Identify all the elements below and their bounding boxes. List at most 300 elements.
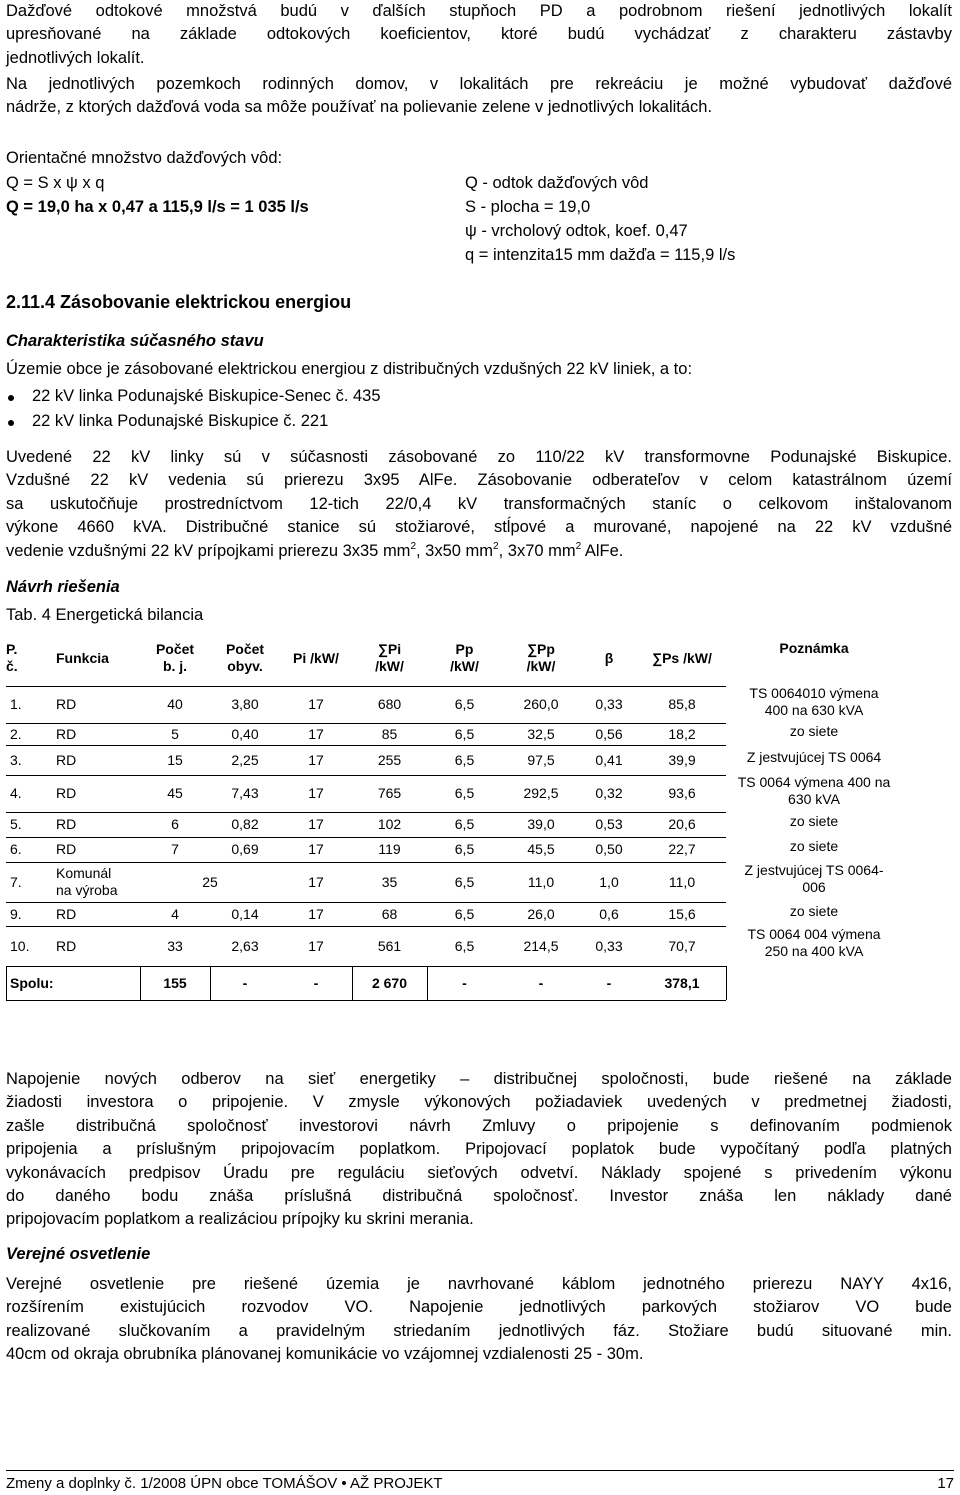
table-cell	[56, 906, 144, 923]
cell-text: 70,7	[668, 937, 696, 954]
cell-text: 2.	[10, 725, 22, 742]
cell-text: 68	[381, 905, 398, 922]
cell-text: 6,5	[454, 751, 475, 768]
table-cell	[280, 726, 352, 743]
table-cell	[580, 785, 638, 802]
text-fragment: , 3x70 mm	[498, 541, 576, 560]
table-rule	[6, 902, 726, 903]
table-cell	[638, 938, 726, 955]
superscript: 2	[410, 540, 416, 552]
cell-text: Počet	[155, 641, 195, 657]
bullet-icon	[8, 395, 14, 401]
cell-text: 6,5	[454, 696, 475, 712]
text-line: rozšírením existujúcich rozvodov VO. Napojenie jednotlivých parkových stožiarov VO bude	[6, 1298, 952, 1317]
cell-text: Pi /kW/	[293, 649, 339, 666]
table-cell	[210, 752, 280, 769]
cell-text: 2 670	[371, 974, 408, 991]
cell-text: /kW/	[375, 658, 404, 674]
paragraph-lighting	[6, 1273, 952, 1367]
cell-text: Z jestvujúcej TS 0064-	[744, 862, 884, 878]
cell-text: 39,0	[527, 816, 555, 832]
text-line: žiadosti investora o pripojenie. V zmysle výkonových požiadaviek uvedených v predmetnej žiadosti,	[6, 1093, 952, 1112]
text-line: zašle distribučná spoločnosť investorovi návrh Zmluvy o pripojenie s definovaním podmienok	[6, 1116, 952, 1135]
cell-text: 4	[171, 905, 179, 922]
cell-text: RD	[56, 785, 77, 801]
cell-text: 680	[377, 696, 402, 712]
table-cell	[502, 696, 580, 713]
table-cell	[140, 906, 210, 923]
table-cell	[10, 726, 56, 743]
cell-text: -	[313, 974, 319, 991]
cell-text: 006	[802, 879, 826, 895]
note-cell	[726, 813, 902, 830]
cell-text: Poznámka	[779, 639, 849, 656]
table-cell	[638, 874, 726, 891]
cell-text: 6,5	[454, 873, 475, 890]
cell-text: -	[538, 974, 544, 991]
table-cell	[502, 752, 580, 769]
table-cell	[502, 785, 580, 802]
cell-text: RD	[56, 937, 77, 954]
table-cell	[352, 816, 427, 833]
cell-text: ∑Pp	[527, 641, 555, 657]
cell-text: 17	[308, 873, 324, 890]
cell-text: 1,0	[599, 873, 619, 890]
paragraph-lines-description	[6, 446, 952, 563]
table-cell	[140, 785, 210, 802]
cell-text: 17	[308, 841, 324, 857]
table-cell	[580, 874, 638, 891]
table-cell	[580, 696, 638, 713]
cell-text: 0,40	[231, 725, 259, 742]
table-cell	[10, 816, 56, 833]
text-line: Vzdušné 22 kV vedenia sú prierezu 3x95 AlFe. Zásobovanie odberateľov v celom katastrálnom území	[6, 471, 952, 490]
text-line	[6, 540, 952, 563]
header-cell	[6, 641, 52, 675]
footer-rule	[6, 1470, 954, 1471]
table-cell	[427, 938, 502, 955]
header-cell	[427, 641, 502, 675]
cell-text: 35	[381, 873, 398, 890]
header-cell	[638, 650, 726, 667]
text-line: jednotlivých lokalít.	[6, 48, 145, 67]
cell-text: 6	[171, 816, 179, 832]
cell-text: na výroba	[56, 882, 118, 898]
cell-text: 6,5	[454, 937, 475, 954]
rain-legend-psi: ψ - vrcholový odtok, koef. 0,47	[465, 222, 688, 240]
table-cell	[638, 696, 726, 713]
text-line: Verejné osvetlenie pre riešené územia je navrhované káblom jednotného prierezu NAYY 4x16,	[6, 1275, 952, 1293]
table-rule	[140, 966, 141, 1000]
rain-calculation: Q = 19,0 ha x 0,47 a 115,9 l/s = 1 035 l/s	[6, 198, 309, 216]
table-cell	[580, 938, 638, 955]
cell-text: 15,6	[668, 905, 696, 922]
table-cell	[56, 841, 144, 858]
table-cell	[10, 785, 56, 802]
cell-text: 6,5	[454, 841, 475, 857]
table-cell	[140, 696, 210, 713]
table-cell	[56, 752, 144, 769]
table-cell	[352, 906, 427, 923]
table-cell	[352, 841, 427, 858]
table-cell	[56, 785, 144, 802]
table-rule	[6, 1000, 726, 1001]
table-rule	[427, 966, 428, 1000]
cell-text: 561	[377, 937, 402, 954]
cell-text: 0,33	[595, 696, 623, 712]
table-cell	[56, 938, 144, 955]
table-cell	[427, 696, 502, 713]
table-cell	[580, 726, 638, 743]
text-fragment: AlFe.	[581, 541, 624, 560]
text-line: Dažďové odtokové množstvá budú v ďalších stupňoch PD a podrobnom riešení jednotlivých lokalít	[6, 2, 952, 20]
table-cell	[210, 975, 280, 992]
paragraph-connection	[6, 1068, 952, 1232]
table-cell	[427, 874, 502, 891]
superscript: 2	[575, 540, 582, 552]
header-cell	[502, 641, 580, 675]
table-cell	[580, 906, 638, 923]
cell-text: 0,6	[599, 905, 619, 922]
cell-text: 6,5	[454, 905, 475, 922]
table-cell	[638, 785, 726, 802]
text-line: vykonávacích predpisov Úradu pre reguláciu sieťových odvetví. Náklady spojené s privedením výkonu	[6, 1163, 952, 1182]
cell-text: b. j.	[162, 658, 188, 674]
header-cell	[352, 641, 427, 675]
table-rule	[726, 966, 727, 1000]
cell-text: zo siete	[789, 722, 839, 739]
cell-text: 10.	[10, 937, 30, 954]
text-fragment: , 3x50 mm	[416, 541, 494, 560]
subheading-proposal: Návrh riešenia	[6, 578, 120, 596]
table-rule	[352, 966, 353, 1000]
table-cell	[352, 874, 427, 891]
table-cell	[140, 816, 210, 833]
header-cell	[726, 640, 902, 657]
cell-text: 97,5	[527, 751, 555, 768]
cell-text: zo siete	[789, 838, 839, 854]
intro-paragraph-2	[6, 73, 952, 120]
cell-text: 765	[377, 785, 402, 801]
cell-text: 1.	[10, 696, 22, 712]
note-cell	[726, 774, 902, 808]
cell-text: 9.	[10, 905, 22, 922]
table-cell	[280, 752, 352, 769]
table-cell	[10, 938, 56, 955]
table-cell	[638, 726, 726, 743]
cell-text: 378,1	[664, 974, 700, 991]
bullet-item: 22 kV linka Podunajské Biskupice č. 221	[32, 412, 329, 430]
cell-text: /kW/	[526, 658, 556, 674]
note-cell	[726, 926, 902, 960]
table-cell	[427, 785, 502, 802]
cell-text: 15	[167, 751, 183, 768]
cell-text: 119	[378, 841, 401, 857]
cell-text: 11,0	[527, 873, 555, 890]
table-cell	[427, 906, 502, 923]
cell-text: Spolu:	[10, 974, 54, 991]
text-line: pripojenia a príslušným pripojovacím poplatkom. Pripojovací poplatok bude vypočítaný podľa platných	[6, 1140, 952, 1159]
cell-text: 45	[167, 785, 183, 801]
table-cell	[210, 726, 280, 743]
table-cell	[210, 906, 280, 923]
footer-text: Zmeny a doplnky č. 1/2008 ÚPN obce TOMÁŠOV • AŽ PROJEKT	[6, 1475, 443, 1492]
table-cell	[502, 841, 580, 858]
table-cell	[140, 874, 280, 891]
table-cell	[210, 816, 280, 833]
table-cell	[280, 938, 352, 955]
table-cell	[140, 752, 210, 769]
text-fragment: vedenie vzdušnými 22 kV prípojkami prierezu 3x35 mm	[6, 541, 411, 560]
cell-text: RD	[56, 841, 77, 857]
cell-text: 0,50	[595, 841, 623, 857]
cell-text: 2,25	[231, 751, 259, 768]
cell-text: 155	[163, 974, 187, 991]
text-line: realizované slučkovaním a pravidelným striedaním jednotlivých fáz. Stožiare budú situované min.	[6, 1321, 952, 1340]
cell-text: 20,6	[668, 816, 696, 832]
table-cell	[580, 975, 638, 992]
cell-text: 6,5	[454, 725, 475, 742]
text-line: pripojovacím poplatkom a realizáciou prípojky ku skrini merania.	[6, 1210, 474, 1229]
cell-text: 7.	[10, 873, 22, 890]
cell-text: zo siete	[789, 813, 839, 829]
cell-text: 25	[202, 873, 218, 890]
table-cell	[10, 696, 56, 713]
note-cell	[726, 903, 902, 920]
cell-text: 7,43	[231, 785, 259, 801]
text-line: Napojenie nových odberov na sieť energetiky – distribučnej spoločnosti, bude riešené na základe	[6, 1070, 952, 1088]
total-label	[10, 975, 144, 992]
table-cell	[502, 874, 580, 891]
table-cell	[638, 752, 726, 769]
table-cell	[210, 841, 280, 858]
text-line: do daného bodu znáša príslušná distribučná spoločnosť. Investor znáša len náklady dané	[6, 1187, 952, 1206]
cell-text: Počet	[225, 641, 265, 657]
cell-text: 5.	[10, 816, 22, 832]
table-caption: Tab. 4 Energetická bilancia	[6, 606, 204, 624]
text-line: Na jednotlivých pozemkoch rodinných domov, v lokalitách pre rekreáciu je možné vybudovať dažďové	[6, 75, 952, 93]
cell-text: ∑Pi	[377, 641, 402, 657]
page-number: 17	[937, 1475, 954, 1492]
header-cell	[140, 641, 210, 675]
table-rule	[6, 775, 726, 776]
table-cell	[280, 696, 352, 713]
table-cell	[638, 975, 726, 992]
table-cell	[427, 816, 502, 833]
bullet-item: 22 kV linka Podunajské Biskupice-Senec č. 435	[32, 387, 381, 405]
cell-text: obyv.	[227, 658, 263, 674]
cell-text: ∑Ps /kW/	[652, 649, 712, 666]
cell-text: 250 na 400 kVA	[764, 943, 864, 959]
cell-text: zo siete	[789, 902, 839, 919]
table-rule	[6, 862, 726, 863]
note-cell	[726, 838, 902, 855]
header-cell	[580, 650, 638, 667]
cell-text: 18,2	[668, 725, 696, 742]
cell-text: 7	[171, 841, 179, 857]
table-rule	[6, 837, 726, 838]
cell-text: 400 na 630 kVA	[764, 701, 864, 718]
cell-text: 6,5	[454, 785, 475, 801]
cell-text: RD	[56, 696, 77, 712]
table-cell	[10, 841, 56, 858]
cell-text: -	[462, 974, 467, 991]
cell-text: 0,56	[595, 725, 623, 742]
table-cell	[140, 975, 210, 992]
table-rule	[6, 686, 726, 687]
cell-text: 45,5	[527, 841, 555, 857]
cell-text: 32,5	[527, 725, 555, 742]
table-cell	[210, 696, 280, 713]
table-rule	[6, 926, 726, 927]
cell-text: 214,5	[523, 937, 559, 954]
cell-text: 17	[308, 785, 324, 801]
cell-text: Pp	[455, 641, 474, 657]
table-cell	[638, 906, 726, 923]
cell-text: P.	[6, 641, 18, 657]
table-cell	[140, 726, 210, 743]
table-cell	[280, 785, 352, 802]
cell-text: RD	[56, 725, 77, 742]
cell-text: 11,0	[668, 873, 696, 890]
table-cell	[427, 841, 502, 858]
table-cell	[352, 696, 427, 713]
table-cell	[427, 726, 502, 743]
bullet-icon	[8, 420, 14, 426]
cell-text: 93,6	[668, 785, 696, 801]
table-rule	[6, 966, 726, 967]
cell-text: 39,9	[668, 751, 696, 768]
table-cell	[280, 874, 352, 891]
cell-text: 6.	[10, 841, 22, 857]
cell-text: 0,82	[231, 816, 259, 832]
table-cell	[638, 816, 726, 833]
cell-text: 292,5	[523, 785, 559, 801]
cell-text: 17	[308, 751, 324, 768]
text-line: upresňované na základe odtokových koeficientov, ktoré budú vychádzať z charakteru zástavby	[6, 25, 952, 44]
cell-text: 0,14	[231, 905, 259, 922]
cell-text: RD	[56, 816, 77, 832]
intro-paragraph-1	[6, 0, 952, 70]
table-rule	[6, 745, 726, 746]
table-cell	[580, 816, 638, 833]
section-heading: 2.11.4 Zásobovanie elektrickou energiou	[6, 292, 352, 312]
cell-text: Z jestvujúcej TS 0064	[746, 748, 882, 765]
table-cell	[280, 906, 352, 923]
cell-text: 0,53	[595, 816, 623, 832]
cell-text: 3,80	[231, 696, 259, 712]
cell-text: 260,0	[523, 696, 559, 712]
cell-text: -	[606, 974, 612, 991]
cell-text: 3.	[10, 751, 22, 768]
cell-text: 33	[167, 937, 183, 954]
cell-text: 85,8	[668, 696, 696, 712]
cell-text: TS 0064010 výmena	[749, 684, 879, 701]
text-line: výkone 4660 kVA. Distribučné stanice sú stožiarové, stĺpové a murované, napojené na 22 kV vzdušné	[6, 518, 952, 537]
cell-text: TS 0064 004 výmena	[747, 926, 881, 942]
table-cell	[10, 906, 56, 923]
cell-text: 0,33	[595, 937, 623, 954]
rain-legend-s: S - plocha = 19,0	[465, 198, 591, 216]
rain-legend-q-intensity: q = intenzita15 mm dažďa = 115,9 l/s	[465, 246, 736, 264]
cell-text: 4.	[10, 785, 22, 801]
text-line: nádrže, z ktorých dažďová voda sa môže používať na polievanie zelene v jednotlivých lokalitách.	[6, 98, 713, 117]
cell-text: 22,7	[668, 841, 696, 857]
table-cell	[210, 938, 280, 955]
table-cell	[352, 975, 427, 992]
paragraph-territory: Územie obce je zásobované elektrickou energiou z distribučných vzdušných 22 kV liniek, a to:	[6, 360, 693, 378]
cell-text: RD	[56, 905, 77, 922]
cell-text: Komunál	[56, 865, 112, 881]
cell-text: 17	[308, 905, 324, 922]
cell-text: 0,32	[595, 785, 623, 801]
table-cell	[352, 752, 427, 769]
cell-text: 17	[308, 937, 324, 954]
cell-text: 17	[308, 725, 324, 742]
rain-legend-q: Q - odtok dažďových vôd	[465, 174, 649, 192]
table-cell	[140, 938, 210, 955]
cell-text: 0,69	[231, 841, 259, 857]
table-cell	[10, 874, 56, 891]
table-cell	[280, 816, 352, 833]
table-cell	[56, 726, 144, 743]
cell-text: 5	[171, 725, 179, 742]
table-cell	[580, 841, 638, 858]
table-cell	[502, 906, 580, 923]
cell-text: 102	[377, 816, 402, 832]
text-line: Uvedené 22 kV linky sú v súčasnosti zásobované zo 110/22 kV transformovne Podunajské Biskupice.	[6, 448, 952, 466]
rain-formula: Q = S x ψ x q	[6, 174, 105, 192]
cell-text: RD	[56, 751, 77, 768]
rain-heading: Orientačné množstvo dažďových vôd:	[6, 149, 283, 167]
table-cell	[352, 785, 427, 802]
cell-text: 630 kVA	[788, 790, 840, 807]
header-cell	[280, 650, 352, 667]
table-cell	[140, 841, 210, 858]
table-cell	[502, 975, 580, 992]
table-cell	[56, 816, 144, 833]
subheading-public-lighting: Verejné osvetlenie	[6, 1245, 151, 1263]
table-cell	[427, 975, 502, 992]
table-cell	[580, 752, 638, 769]
table-cell	[210, 785, 280, 802]
table-cell	[56, 865, 144, 899]
cell-text: Funkcia	[56, 649, 109, 666]
cell-text: 0,41	[595, 751, 623, 768]
table-cell	[638, 841, 726, 858]
table-cell	[352, 726, 427, 743]
cell-text: 6,5	[454, 816, 475, 832]
table-rule	[210, 966, 211, 1000]
table-rule	[6, 966, 7, 1000]
table-cell	[502, 816, 580, 833]
table-cell	[56, 696, 144, 713]
cell-text: β	[604, 649, 614, 666]
text-line: 40cm od okraja obrubníka plánovanej komunikácie vo vzájomnej vzdialenosti 25 - 30m.	[6, 1345, 644, 1364]
superscript: 2	[493, 540, 499, 552]
table-cell	[10, 752, 56, 769]
note-cell	[726, 749, 902, 766]
note-cell	[726, 685, 902, 719]
cell-text: -	[242, 974, 248, 991]
header-cell	[56, 650, 144, 667]
cell-text: 17	[308, 816, 324, 832]
header-cell	[210, 641, 280, 675]
note-cell	[726, 723, 902, 740]
cell-text: /kW/	[450, 658, 479, 674]
cell-text: TS 0064 výmena 400 na	[737, 773, 891, 790]
cell-text: č.	[6, 658, 18, 674]
